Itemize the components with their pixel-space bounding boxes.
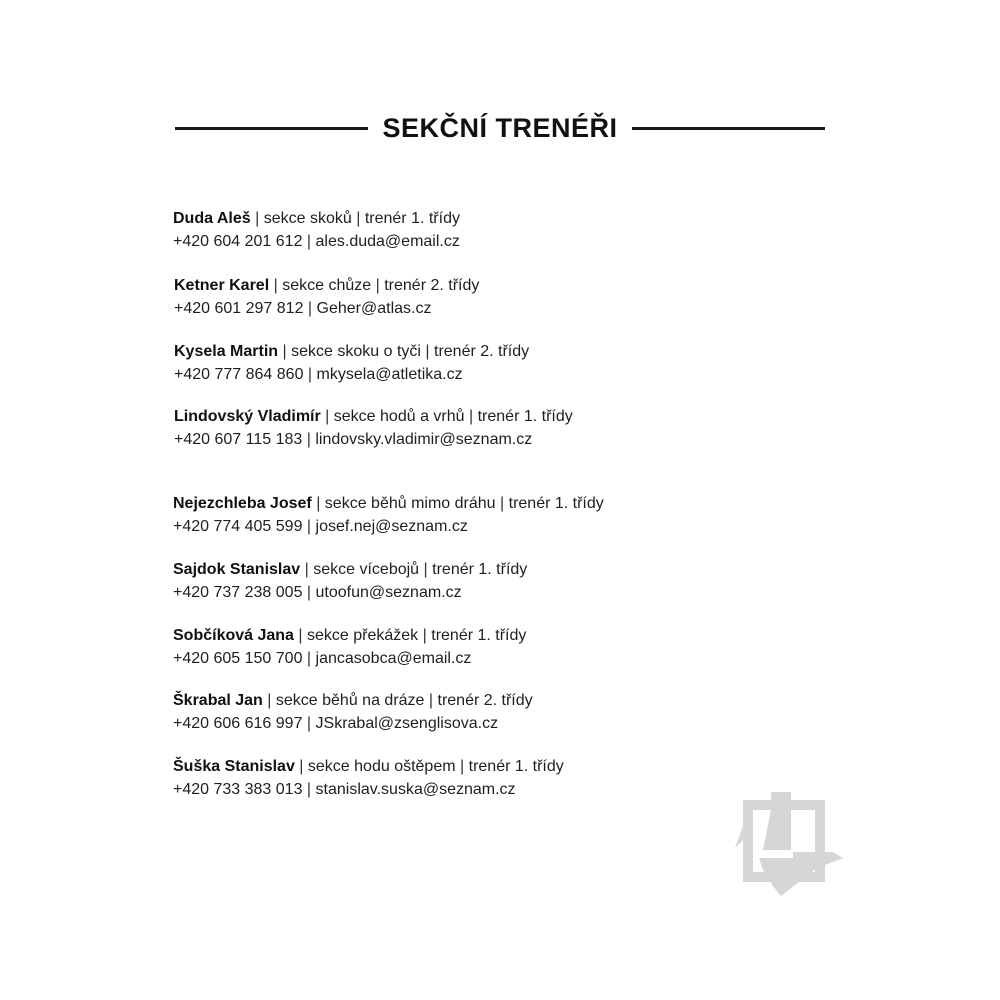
coach-name: Nejezchleba Josef [173,495,312,512]
separator: | [306,650,312,667]
club-logo-arrow [759,852,843,896]
coach-section: sekce hodu oštěpem [307,758,456,775]
coach-section: sekce skoku o tyči [291,343,421,360]
separator: | [306,584,312,601]
coach-phone: +420 601 297 812 [174,300,304,317]
coach-name: Sajdok Stanislav [173,561,301,578]
coach-phone: +420 605 150 700 [173,650,303,667]
page-title: SEKČNÍ TRENÉŘI [382,112,618,143]
coach-email: Geher@atlas.cz [316,300,432,317]
coach-section: sekce běhů mimo dráhu [324,495,496,512]
separator: | [316,495,321,512]
separator: | [282,343,287,360]
coach-contact-line [174,297,479,320]
coach-entry [173,492,604,538]
coach-section: sekce chůze [282,277,372,294]
separator: | [267,692,272,709]
coach-email: stanislav.suska@seznam.cz [315,781,516,798]
coach-info-line [173,755,564,778]
coach-email: utoofun@seznam.cz [315,584,462,601]
coach-phone: +420 607 115 183 [174,431,303,448]
coach-section: sekce skoků [263,210,352,227]
coach-entry [173,755,564,801]
coach-phone: +420 606 616 997 [173,715,303,732]
coach-contact-line [173,647,526,670]
separator: | [468,408,474,425]
coach-phone: +420 777 864 860 [174,366,304,383]
separator: | [422,627,427,644]
club-logo-graphic [733,790,845,900]
coach-info-line [173,624,526,647]
heading-rule-left [175,127,368,130]
separator: | [356,210,361,227]
separator: | [500,495,505,512]
coach-level: trenér 1. třídy [432,561,528,578]
coach-email: JSkrabal@zsenglisova.cz [315,715,499,732]
heading-rule-right [632,127,825,130]
separator: | [304,561,309,578]
coach-email: ales.duda@email.cz [315,233,460,250]
coach-info-line [173,558,527,581]
coach-info-line [173,207,460,230]
separator: | [273,277,278,294]
separator: | [325,408,330,425]
page-heading [175,108,825,148]
coach-section: sekce hodů a vrhů [333,408,465,425]
separator: | [375,277,380,294]
coach-email: mkysela@atletika.cz [316,366,463,383]
coach-info-line [173,492,604,515]
separator: | [307,366,313,383]
coach-name: Kysela Martin [174,343,279,360]
separator: | [460,758,465,775]
separator: | [425,343,430,360]
coach-level: trenér 1. třídy [431,627,527,644]
separator: | [306,781,312,798]
coach-info-line [174,405,573,428]
coach-name: Šuška Stanislav [173,758,295,775]
separator: | [307,300,313,317]
coach-entry [173,624,526,670]
separator: | [306,431,311,448]
coach-contact-line [174,363,529,386]
separator: | [299,758,304,775]
coach-section: sekce vícebojů [313,561,420,578]
coach-contact-line [173,778,564,801]
coach-contact-line [173,230,460,253]
coach-contact-line [173,581,527,604]
coach-contact-line [173,712,533,735]
coach-level: trenér 1. třídy [508,495,604,512]
coach-contact-line [173,515,604,538]
separator: | [306,518,312,535]
coach-section: sekce překážek [307,627,419,644]
coach-level: trenér 1. třídy [364,210,460,227]
coach-name: Duda Aleš [173,210,251,227]
separator: | [423,561,428,578]
coach-email: lindovsky.vladimir@seznam.cz [315,431,533,448]
coach-email: josef.nej@seznam.cz [315,518,468,535]
separator: | [306,233,312,250]
coach-section: sekce běhů na dráze [275,692,425,709]
coach-level: trenér 2. třídy [384,277,480,294]
coach-entry [174,340,529,386]
club-logo-icon [733,790,845,900]
separator: | [428,692,434,709]
club-logo-shapes [735,792,843,896]
coach-phone: +420 733 383 013 [173,781,303,798]
coach-entry [174,405,573,451]
coach-entry [173,689,533,735]
coach-phone: +420 774 405 599 [173,518,303,535]
coach-level: trenér 1. třídy [468,758,564,775]
coach-info-line [174,340,529,363]
coach-level: trenér 2. třídy [434,343,530,360]
coach-info-line [174,274,479,297]
separator: | [255,210,260,227]
coach-contact-line [174,428,573,451]
coach-level: trenér 2. třídy [437,692,533,709]
coach-name: Škrabal Jan [173,692,263,709]
coach-info-line [173,689,533,712]
coach-level: trenér 1. třídy [477,408,573,425]
coach-name: Ketner Karel [174,277,270,294]
coach-entry [174,274,479,320]
coach-entry [173,558,527,604]
separator: | [306,715,312,732]
coach-phone: +420 604 201 612 [173,233,303,250]
coach-name: Sobčíková Jana [173,627,294,644]
separator: | [298,627,303,644]
coach-email: jancasobca@email.cz [315,650,472,667]
coach-phone: +420 737 238 005 [173,584,303,601]
coach-entry [173,207,460,253]
coach-name: Lindovský Vladimír [174,408,321,425]
